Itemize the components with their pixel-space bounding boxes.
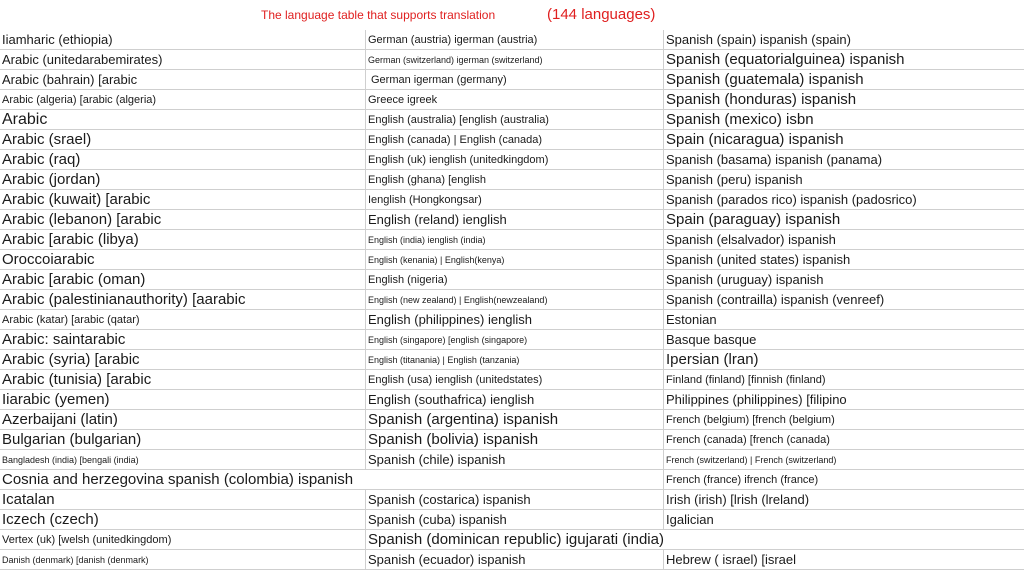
table-cell: Spanish (contrailla) ispanish (venreef) — [663, 290, 1024, 310]
table-cell: English (nigeria) — [365, 270, 663, 290]
table-cell: Arabic (syria) [arabic — [2, 351, 140, 368]
table-row — [0, 190, 1024, 210]
table-cell: Hebrew ( israel) [israel — [663, 550, 1024, 570]
page-title: The language table that supports translation — [261, 8, 496, 22]
table-cell: Philippines (philippines) [filipino — [663, 390, 1024, 410]
table-row — [0, 230, 1024, 250]
table-cell: Cosnia and herzegovina spanish (colombia) ispanish — [2, 471, 354, 488]
table-cell: Spanish (guatemala) ispanish — [663, 70, 1024, 90]
table-cell: English (usa) ienglish (unitedstates) — [365, 370, 663, 390]
table-cell: Spanish (united states) ispanish — [663, 250, 1024, 270]
table-cell: German (austria) igerman (austria) — [365, 30, 663, 50]
table-cell: Spanish (spain) ispanish (spain) — [663, 30, 1024, 50]
table-cell: Spanish (elsalvador) ispanish — [663, 230, 1024, 250]
table-cell: Spanish (peru) ispanish — [663, 170, 1024, 190]
table-row — [0, 470, 1024, 490]
table-cell: French (switzerland) | French (switzerland) — [663, 450, 1024, 470]
table-cell: Spanish (basama) ispanish (panama) — [663, 150, 1024, 170]
table-cell: Spanish (equatorialguinea) ispanish — [663, 50, 1024, 70]
table-cell: French (france) ifrench (france) — [663, 470, 1024, 490]
table-row — [0, 490, 1024, 510]
table-cell: English (singapore) [english (singapore) — [365, 330, 663, 350]
table-cell: Finland (finland) [finnish (finland) — [663, 370, 1024, 390]
table-cell: Arabic (kuwait) [arabic — [2, 191, 151, 208]
table-row — [0, 250, 1024, 270]
table-cell: English (southafrica) ienglish — [365, 390, 663, 410]
table-cell: Spanish (uruguay) ispanish — [663, 270, 1024, 290]
table-row — [0, 510, 1024, 530]
table-cell: Ipersian (lran) — [663, 350, 1024, 370]
table-cell: Arabic [arabic (libya) — [2, 231, 139, 248]
table-cell: English (uk) ienglish (unitedkingdom) — [365, 150, 663, 170]
table-row — [0, 90, 1024, 110]
table-row — [0, 310, 1024, 330]
language-count: (144 languages) — [547, 6, 656, 23]
table-row — [0, 530, 1024, 550]
table-row — [0, 290, 1024, 310]
table-cell: English (kenania) | English(kenya) — [365, 250, 663, 270]
table-cell: Arabic (palestinianauthority) [aarabic — [2, 291, 246, 308]
table-cell: Arabic — [2, 111, 48, 128]
table-row — [0, 430, 1024, 450]
table-cell: French (belgium) [french (belgium) — [663, 410, 1024, 430]
table-cell: English (canada) | English (canada) — [365, 130, 663, 150]
table-cell: Danish (denmark) [danish (denmark) — [2, 555, 149, 565]
table-row — [0, 50, 1024, 70]
table-row — [0, 110, 1024, 130]
table-cell: Spain (nicaragua) ispanish — [663, 130, 1024, 150]
header — [0, 0, 1024, 30]
table-cell: Arabic (unitedarabemirates) — [2, 52, 163, 67]
table-cell: Spanish (costarica) ispanish — [365, 490, 663, 510]
table-cell: Spanish (mexico) isbn — [663, 110, 1024, 130]
table-cell: Bangladesh (india) [bengali (india) — [2, 455, 139, 465]
table-cell: French (canada) [french (canada) — [663, 430, 1024, 450]
table-cell: Arabic: saintarabic — [2, 331, 126, 348]
table-cell: English (reland) ienglish — [365, 210, 663, 230]
table-row — [0, 370, 1024, 390]
table-cell: English (titanania) | English (tanzania) — [365, 350, 663, 370]
table-cell: English (india) ienglish (india) — [365, 230, 663, 250]
table-cell: Arabic [arabic (oman) — [2, 271, 146, 288]
table-cell: Vertex (uk) [welsh (unitedkingdom) — [2, 534, 172, 546]
table-cell: Azerbaijani (latin) — [2, 411, 118, 428]
table-row — [0, 210, 1024, 230]
table-cell: Iiarabic (yemen) — [2, 391, 110, 408]
table-cell: Arabic (jordan) — [2, 171, 101, 188]
table-cell: German igerman (germany) — [365, 70, 663, 90]
table-cell: Arabic (lebanon) [arabic — [2, 211, 162, 228]
table-cell: Arabic (bahrain) [arabic — [2, 72, 138, 87]
table-cell: Icatalan — [2, 491, 55, 508]
table-row — [0, 170, 1024, 190]
table-row — [0, 330, 1024, 350]
table-row — [0, 450, 1024, 470]
table-cell: Arabic (algeria) [arabic (algeria) — [2, 94, 157, 106]
table-cell: English (philippines) ienglish — [365, 310, 663, 330]
table-cell: Spanish (chile) ispanish — [365, 450, 663, 470]
table-cell: Spanish (cuba) ispanish — [365, 510, 663, 530]
table-row — [0, 30, 1024, 50]
table-cell: Spain (paraguay) ispanish — [663, 210, 1024, 230]
table-cell: Spanish (honduras) ispanish — [663, 90, 1024, 110]
table-row — [0, 350, 1024, 370]
table-row — [0, 130, 1024, 150]
table-cell: Arabic (raq) — [2, 151, 81, 168]
table-cell: Arabic (srael) — [2, 131, 92, 148]
table-cell: English (australia) [english (australia) — [365, 110, 663, 130]
table-cell: Iiamharic (ethiopia) — [2, 32, 113, 47]
table-cell: English (new zealand) | English(newzealand) — [365, 290, 663, 310]
table-cell: Arabic (tunisia) [arabic — [2, 371, 152, 388]
table-row — [0, 550, 1024, 570]
table-cell: Igalician — [663, 510, 1024, 530]
table-cell: Spanish (parados rico) ispanish (padosrico) — [663, 190, 1024, 210]
table-cell: Irish (irish) [lrish (lreland) — [663, 490, 1024, 510]
table-cell: Spanish (argentina) ispanish — [365, 410, 663, 430]
table-cell: Oroccoiarabic — [2, 251, 95, 268]
table-row — [0, 390, 1024, 410]
table-cell: Iczech (czech) — [2, 511, 99, 528]
table-row — [0, 410, 1024, 430]
table-row — [0, 150, 1024, 170]
table-cell: Estonian — [663, 310, 1024, 330]
table-cell: English (ghana) [english — [365, 170, 663, 190]
table-cell: Spanish (ecuador) ispanish — [365, 550, 663, 570]
table-cell: Spanish (dominican republic) igujarati (india) — [365, 530, 1024, 550]
table-cell: Bulgarian (bulgarian) — [2, 431, 142, 448]
table-row — [0, 270, 1024, 290]
table-cell: Ienglish (Hongkongsar) — [365, 190, 663, 210]
table-cell: Greece igreek — [365, 90, 663, 110]
language-table — [0, 30, 1024, 580]
table-cell: Arabic (katar) [arabic (qatar) — [2, 314, 140, 326]
table-cell: Spanish (bolivia) ispanish — [365, 430, 663, 450]
table-cell: Basque basque — [663, 330, 1024, 350]
table-cell: German (switzerland) igerman (switzerland) — [365, 50, 663, 70]
table-row — [0, 70, 1024, 90]
